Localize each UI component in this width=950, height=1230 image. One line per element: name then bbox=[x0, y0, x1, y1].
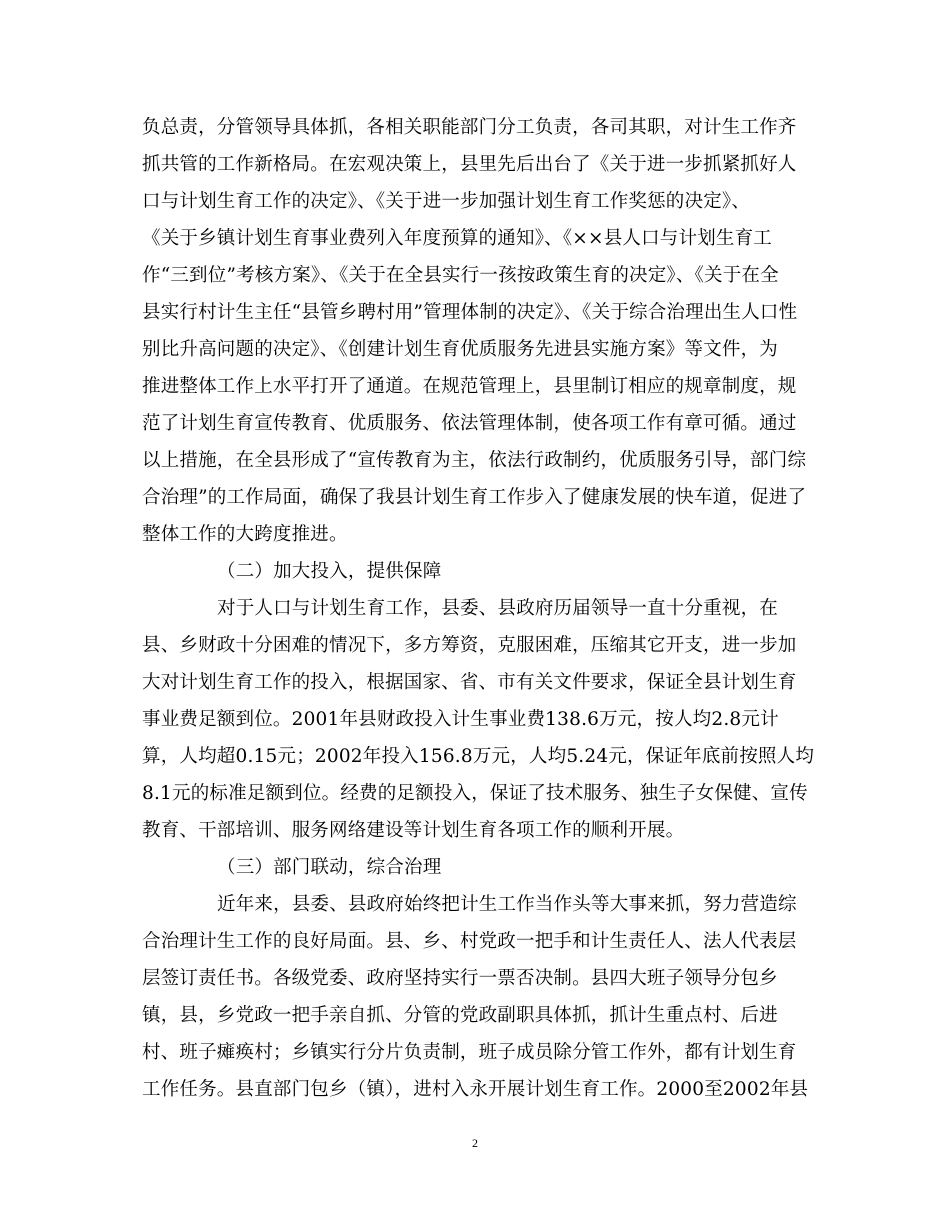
paragraph-2-line: 8.1元的标准足额到位。经费的足额投入，保证了技术服务、独生子女保健、宣传 bbox=[142, 783, 808, 804]
paragraph-1-line: 负总责，分管领导具体抓，各相关职能部门分工负责，各司其职，对计生工作齐 bbox=[142, 117, 797, 138]
paragraph-1-line: 口与计划生育工作的决定》、《关于进一步加强计划生育工作奖惩的决定》、 bbox=[142, 191, 751, 212]
paragraph-3-line: 合治理计生工作的良好局面。县、乡、村党政一把手和计生责任人、法人代表层 bbox=[142, 931, 797, 952]
paragraph-1-line: 整体工作的大跨度推进。 bbox=[142, 524, 348, 545]
paragraph-2-line: 教育、干部培训、服务网络建设等计划生育各项工作的顺利开展。 bbox=[142, 820, 685, 841]
paragraph-1-line: 范了计划生育宣传教育、优质服务、依法管理体制，使各项工作有章可循。通过 bbox=[142, 413, 797, 434]
paragraph-2-line: 算，人均超0.15元；2002年投入156.8万元，人均5.24元，保证年底前按照人均 bbox=[142, 746, 815, 767]
paragraph-2-line: 事业费足额到位。2001年县财政投入计生事业费138.6万元，按人均2.8元计 bbox=[142, 709, 779, 730]
paragraph-2-line: 对于人口与计划生育工作，县委、县政府历届领导一直十分重视，在 bbox=[217, 598, 779, 619]
section-heading-3: （三）部门联动，综合治理 bbox=[217, 857, 442, 878]
section-heading-2: （二）加大投入，提供保障 bbox=[217, 561, 442, 582]
paragraph-1-line: 合治理”的工作局面，确保了我县计划生育工作步入了健康发展的快车道，促进了 bbox=[142, 487, 807, 508]
paragraph-1-line: 作“三到位”考核方案》、《关于在全县实行一孩按政策生育的决定》、《关于在全 bbox=[142, 265, 779, 286]
paragraph-3-line: 镇，县，乡党政一把手亲自抓、分管的党政副职具体抓，抓计生重点村、后进 bbox=[142, 1005, 778, 1026]
paragraph-3-line: 近年来，县委、县政府始终把计生工作当作头等大事来抓，努力营造综 bbox=[217, 894, 797, 915]
page-number: 2 bbox=[472, 1136, 478, 1150]
paragraph-1-line: 《关于乡镇计划生育事业费列入年度预算的通知》、《××县人口与计划生育工 bbox=[142, 228, 773, 249]
paragraph-3-line: 层签订责任书。各级党委、政府坚持实行一票否决制。县四大班子领导分包乡 bbox=[142, 968, 778, 989]
paragraph-2-line: 大对计划生育工作的投入，根据国家、省、市有关文件要求，保证全县计划生育 bbox=[142, 672, 797, 693]
paragraph-1-line: 推进整体工作上水平打开了通道。在规范管理上，县里制订相应的规章制度，规 bbox=[142, 376, 797, 397]
paragraph-3-line: 工作任务。县直部门包乡（镇），进村入永开展计划生育工作。2000至2002年县 bbox=[142, 1079, 809, 1100]
paragraph-1-line: 别比升高问题的决定》、《创建计划生育优质服务先进县实施方案》等文件，为 bbox=[142, 339, 779, 360]
paragraph-2-line: 县、乡财政十分困难的情况下，多方筹资，克服困难，压缩其它开支，进一步加 bbox=[142, 635, 797, 656]
paragraph-1-line: 抓共管的工作新格局。在宏观决策上，县里先后出台了《关于进一步抓紧抓好人 bbox=[142, 154, 797, 175]
paragraph-1-line: 县实行村计生主任“县管乡聘村用”管理体制的决定》、《关于综合治理出生人口性 bbox=[142, 302, 798, 323]
paragraph-1-line: 以上措施，在全县形成了“宣传教育为主，依法行政制约，优质服务引导，部门综 bbox=[142, 450, 807, 471]
paragraph-3-line: 村、班子瘫痪村；乡镇实行分片负责制，班子成员除分管工作外，都有计划生育 bbox=[142, 1042, 797, 1063]
